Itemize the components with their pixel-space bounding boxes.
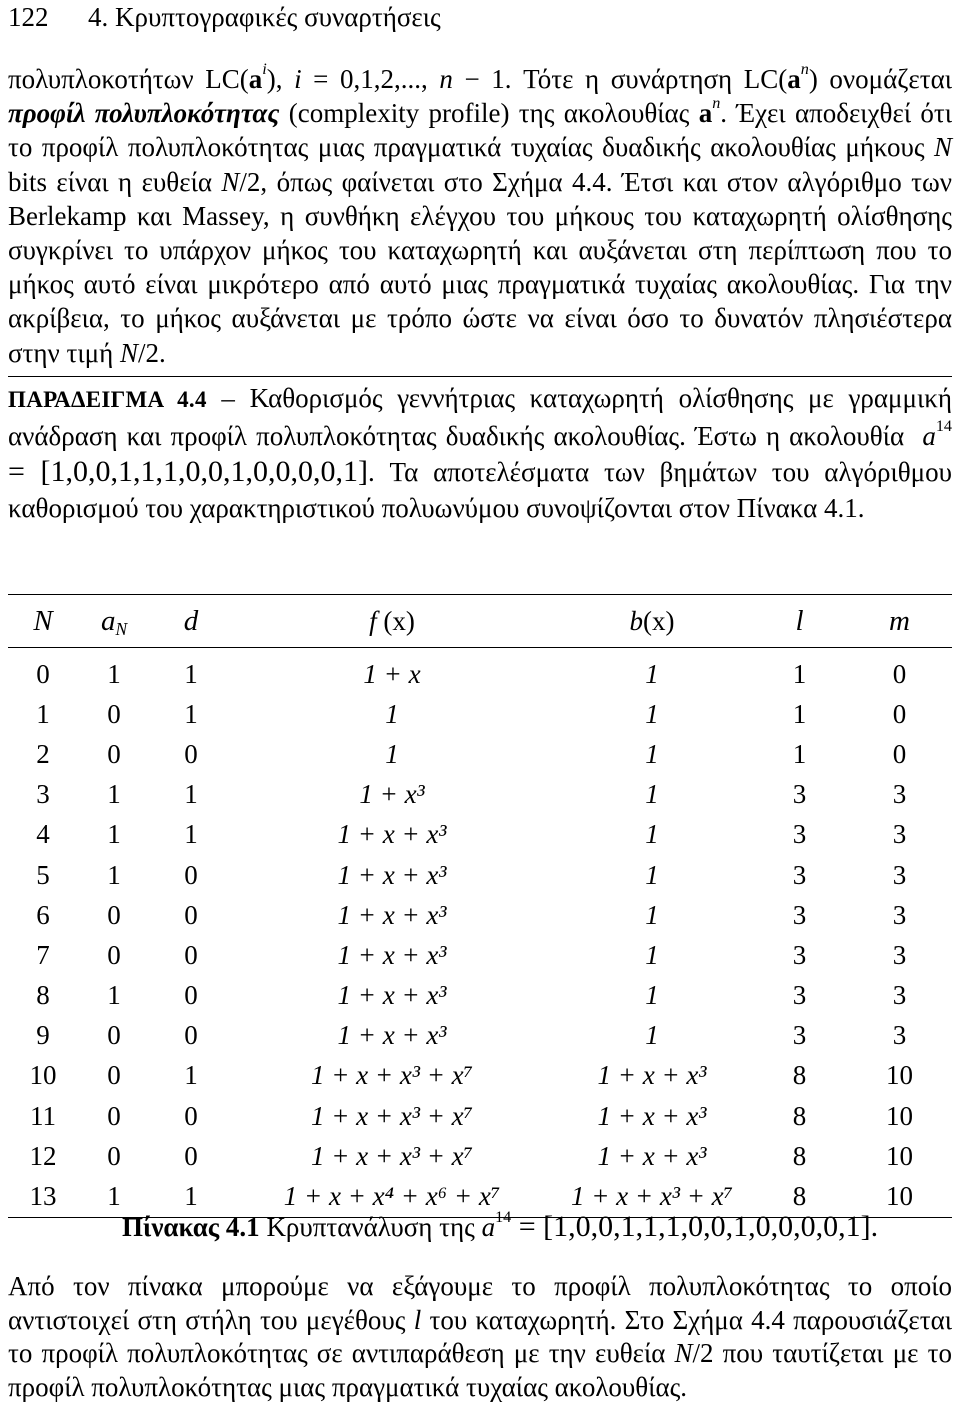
- var-i: i: [294, 64, 302, 94]
- cell-N: 9: [36, 1020, 50, 1051]
- cell-l: 3: [792, 980, 807, 1011]
- cell-l: 8: [792, 1100, 807, 1131]
- cell-f: 1: [385, 738, 399, 769]
- cell-d: 0: [184, 1020, 198, 1051]
- var-b: b: [629, 605, 643, 636]
- cell-d: 0: [184, 980, 198, 1011]
- table-caption: [122, 1210, 878, 1244]
- var-a: a: [100, 604, 116, 637]
- col-header-aN: [78, 595, 150, 648]
- cell-N: 0: [36, 658, 50, 689]
- table-row: [8, 648, 952, 695]
- var-l: l: [413, 1304, 422, 1335]
- table-header-row: [8, 595, 952, 648]
- cell-b: 1: [645, 658, 659, 689]
- cell-a: 1: [107, 859, 121, 890]
- text: ) ονομάζεται: [808, 64, 953, 94]
- cell-d: 1: [184, 698, 198, 729]
- cell-m: 3: [892, 819, 907, 850]
- var-n: n: [712, 94, 721, 113]
- var-f: f: [369, 605, 377, 636]
- cell-a: 0: [107, 899, 121, 930]
- col-header-m: m: [847, 595, 952, 648]
- cell-N: 7: [36, 939, 50, 970]
- exponent: 14: [935, 417, 952, 436]
- cell-m: 3: [892, 899, 907, 930]
- arg-x: (x): [383, 605, 415, 636]
- cell-a: 0: [107, 1020, 121, 1051]
- cell-a: 0: [107, 1140, 121, 1171]
- cell-a: 0: [107, 1060, 121, 1091]
- cell-l: 3: [792, 939, 807, 970]
- sequence-value: = [1,0,0,1,1,1,0,0,1,0,0,0,0,1].: [511, 1210, 879, 1243]
- var-n: n: [439, 64, 453, 94]
- cell-a: 0: [107, 738, 121, 769]
- text: πολυπλοκοτήτων LC(: [8, 64, 249, 94]
- cell-a: 1: [107, 779, 121, 810]
- cell-m: 10: [886, 1100, 913, 1131]
- section-divider: [8, 376, 952, 377]
- var-a: a: [698, 98, 713, 129]
- text: . Έχει αποδειχθεί ότι το προφίλ πολυπλοκότητας μιας πραγματικά τυχαίας δυαδικής ακολουθίας μήκους: [8, 98, 952, 163]
- text: (complexity profile) της ακολουθίας: [279, 98, 699, 129]
- text: του καταχωρητή. Στο Σχήμα 4.4 παρουσιάζεται το προφίλ πολυπλοκότητας σε αντιπαράθεση με την ευθεία: [8, 1304, 952, 1368]
- cell-d: 1: [184, 1060, 198, 1091]
- cell-l: 8: [792, 1060, 807, 1091]
- col-header-b: [552, 595, 752, 648]
- cell-m: 3: [892, 779, 907, 810]
- text: Από τον πίνακα μπορούμε να εξάγουμε το προφίλ πολυπλοκότητας το οποίο αντιστοιχεί στη στήλη του μεγέθους: [8, 1271, 952, 1335]
- cell-d: 1: [184, 1181, 198, 1212]
- results-table: [8, 594, 952, 1218]
- var-a: a: [248, 64, 263, 94]
- cell-l: 3: [792, 859, 807, 890]
- cell-l: 8: [792, 1140, 807, 1171]
- table-row: [8, 694, 952, 734]
- term-complexity-profile: προφίλ πολυπλοκότητας: [8, 98, 280, 129]
- cell-f: 1 + x + x⁴ + x⁶ + x⁷: [283, 1181, 501, 1212]
- cell-m: 3: [892, 859, 907, 890]
- cell-m: 3: [892, 939, 907, 970]
- text: – Καθορισμός γεννήτριας καταχωρητή ολίσθησης με γραμμική ανάδραση και προφίλ πολυπλοκότητας δυαδικής ακολουθίας. Έστω η ακολουθία: [8, 383, 952, 451]
- caption-label: Πίνακας 4.1: [122, 1212, 260, 1242]
- var-a: a: [481, 1212, 496, 1242]
- cell-d: 0: [184, 1140, 198, 1171]
- page-number: 122: [8, 2, 49, 32]
- table-row: [8, 1136, 952, 1176]
- table-row: [8, 1056, 952, 1096]
- cell-d: 0: [184, 859, 198, 890]
- cell-m: 3: [892, 980, 907, 1011]
- text: /2.: [137, 337, 166, 368]
- var-N: N: [221, 166, 240, 197]
- cell-b: 1: [645, 1020, 659, 1051]
- cell-b: 1 + x + x³ + x⁷: [570, 1181, 734, 1212]
- cell-N: 11: [30, 1100, 56, 1131]
- cell-f: 1 + x + x³ + x⁷: [310, 1140, 474, 1171]
- cell-m: 0: [892, 658, 907, 689]
- page-header: [8, 0, 441, 34]
- cell-N: 4: [36, 819, 50, 850]
- cell-N: 5: [36, 859, 50, 890]
- cell-f: 1 + x + x³: [337, 819, 447, 850]
- cell-b: 1: [645, 819, 659, 850]
- text: /2 που ταυτίζεται με το προφίλ πολυπλοκότητας μιας πραγματικά τυχαίας ακολουθίας.: [8, 1338, 952, 1402]
- cell-b: 1 + x + x³: [597, 1140, 707, 1171]
- cell-b: 1: [645, 859, 659, 890]
- cell-l: 3: [792, 779, 807, 810]
- cell-m: 10: [886, 1140, 913, 1171]
- var-N: N: [933, 132, 952, 163]
- table-row: [8, 815, 952, 855]
- cell-d: 1: [184, 658, 198, 689]
- cell-b: 1 + x + x³: [597, 1060, 707, 1091]
- chapter-title: 4. Κρυπτογραφικές συναρτήσεις: [88, 2, 441, 32]
- cell-b: 1: [645, 980, 659, 1011]
- cell-m: 3: [892, 1020, 907, 1051]
- var-N: N: [674, 1338, 693, 1368]
- cell-m: 10: [886, 1060, 913, 1091]
- cell-m: 0: [892, 698, 907, 729]
- cell-f: 1 + x + x³: [337, 899, 447, 930]
- text: bits είναι η ευθεία: [8, 166, 222, 197]
- text: = 0,1,2,...,: [301, 64, 440, 94]
- cell-N: 6: [36, 899, 50, 930]
- cell-N: 1: [36, 698, 50, 729]
- cell-a: 0: [107, 1100, 121, 1131]
- cell-a: 1: [107, 980, 121, 1011]
- cell-N: 10: [29, 1060, 57, 1091]
- cell-l: 1: [792, 698, 807, 729]
- cell-b: 1: [645, 738, 659, 769]
- cell-N: 13: [29, 1181, 57, 1212]
- cell-N: 12: [29, 1140, 57, 1171]
- cell-d: 1: [184, 779, 198, 810]
- table-row: [8, 895, 952, 935]
- text: /2, όπως φαίνεται στο Σχήμα 4.4. Έτσι και στον αλγόριθμο των Berlekamp και Massey, η συνθήκη ελέγχου του μήκους του καταχωρητή ολίσθησης συγκρίνει το υπάρχον μήκος του καταχωρητή και αυξάνεται στη περίπτωση που το μήκος αυτό είναι μικρότερο από αυτό μιας πραγματικά τυχαίας ακολουθίας. Για την ακρίβεια, το μήκος αυξάνεται με τρόπο ώστε να είναι όσο το δυνατόν πλησιέστερα στην τιμή: [8, 166, 952, 368]
- var-n: n: [800, 60, 809, 79]
- cell-f: 1: [385, 698, 399, 729]
- subscript-N: N: [115, 618, 128, 639]
- var-N: N: [119, 337, 138, 368]
- paragraph-complexity-profile: [8, 62, 952, 370]
- cell-m: 10: [886, 1181, 913, 1212]
- cell-d: 1: [184, 819, 198, 850]
- cell-f: 1 + x + x³: [337, 939, 447, 970]
- table-row: [8, 935, 952, 975]
- text: . Τα αποτελέσματα των βημάτων του αλγόριθμου καθορισμού του χαρακτηριστικού πολυωνύμου συνοψίζονται στον Πίνακα 4.1.: [8, 457, 952, 523]
- cell-f: 1 + x + x³: [337, 859, 447, 890]
- cell-a: 0: [107, 698, 121, 729]
- example-heading: ΠΑΡΑΔΕΙΓΜΑ 4.4: [8, 387, 207, 412]
- table-row: [8, 775, 952, 815]
- cell-b: 1 + x + x³: [597, 1100, 707, 1131]
- cell-l: 1: [792, 738, 807, 769]
- col-header-N: N: [8, 595, 78, 648]
- var-i: i: [262, 60, 267, 79]
- exponent: 14: [495, 1208, 512, 1227]
- caption-text: Κρυπτανάλυση της: [259, 1212, 482, 1242]
- cell-a: 1: [107, 658, 121, 689]
- cell-f: 1 + x + x³: [337, 1020, 447, 1051]
- cell-l: 3: [792, 819, 807, 850]
- cell-f: 1 + x³: [359, 779, 425, 810]
- cell-d: 0: [184, 738, 198, 769]
- table-row: [8, 855, 952, 895]
- cell-N: 2: [36, 738, 50, 769]
- cell-f: 1 + x + x³ + x⁷: [310, 1100, 474, 1131]
- cell-f: 1 + x: [363, 658, 421, 689]
- text: − 1. Τότε η συνάρτηση LC(: [452, 64, 788, 94]
- cell-f: 1 + x + x³ + x⁷: [310, 1060, 474, 1091]
- sequence-value: = [1,0,0,1,1,1,0,0,1,0,0,0,0,1]: [8, 455, 368, 488]
- cell-b: 1: [645, 779, 659, 810]
- cell-l: 3: [792, 899, 807, 930]
- text: ),: [266, 64, 295, 94]
- cell-l: 3: [792, 1020, 807, 1051]
- table-row: [8, 976, 952, 1016]
- cell-b: 1: [645, 939, 659, 970]
- cell-a: 0: [107, 939, 121, 970]
- cell-N: 8: [36, 980, 50, 1011]
- cell-d: 0: [184, 939, 198, 970]
- cell-l: 8: [792, 1181, 807, 1212]
- paragraph-profile-result: [8, 1270, 952, 1404]
- col-header-l: l: [752, 595, 847, 648]
- col-header-d: d: [150, 595, 232, 648]
- example-paragraph: [8, 380, 952, 526]
- arg-x: (x): [643, 605, 675, 636]
- table-row: [8, 734, 952, 774]
- cell-l: 1: [792, 658, 807, 689]
- table-row: [8, 1016, 952, 1056]
- table-row: [8, 1096, 952, 1136]
- cell-b: 1: [645, 899, 659, 930]
- cell-d: 0: [184, 899, 198, 930]
- cell-a: 1: [107, 819, 121, 850]
- cell-m: 0: [892, 738, 907, 769]
- var-a: a: [922, 421, 936, 451]
- cell-N: 3: [36, 779, 50, 810]
- cell-f: 1 + x + x³: [337, 980, 447, 1011]
- cell-a: 1: [107, 1181, 121, 1212]
- col-header-f: [232, 595, 552, 648]
- cell-b: 1: [645, 698, 659, 729]
- cell-d: 0: [184, 1100, 198, 1131]
- var-a: a: [787, 64, 801, 94]
